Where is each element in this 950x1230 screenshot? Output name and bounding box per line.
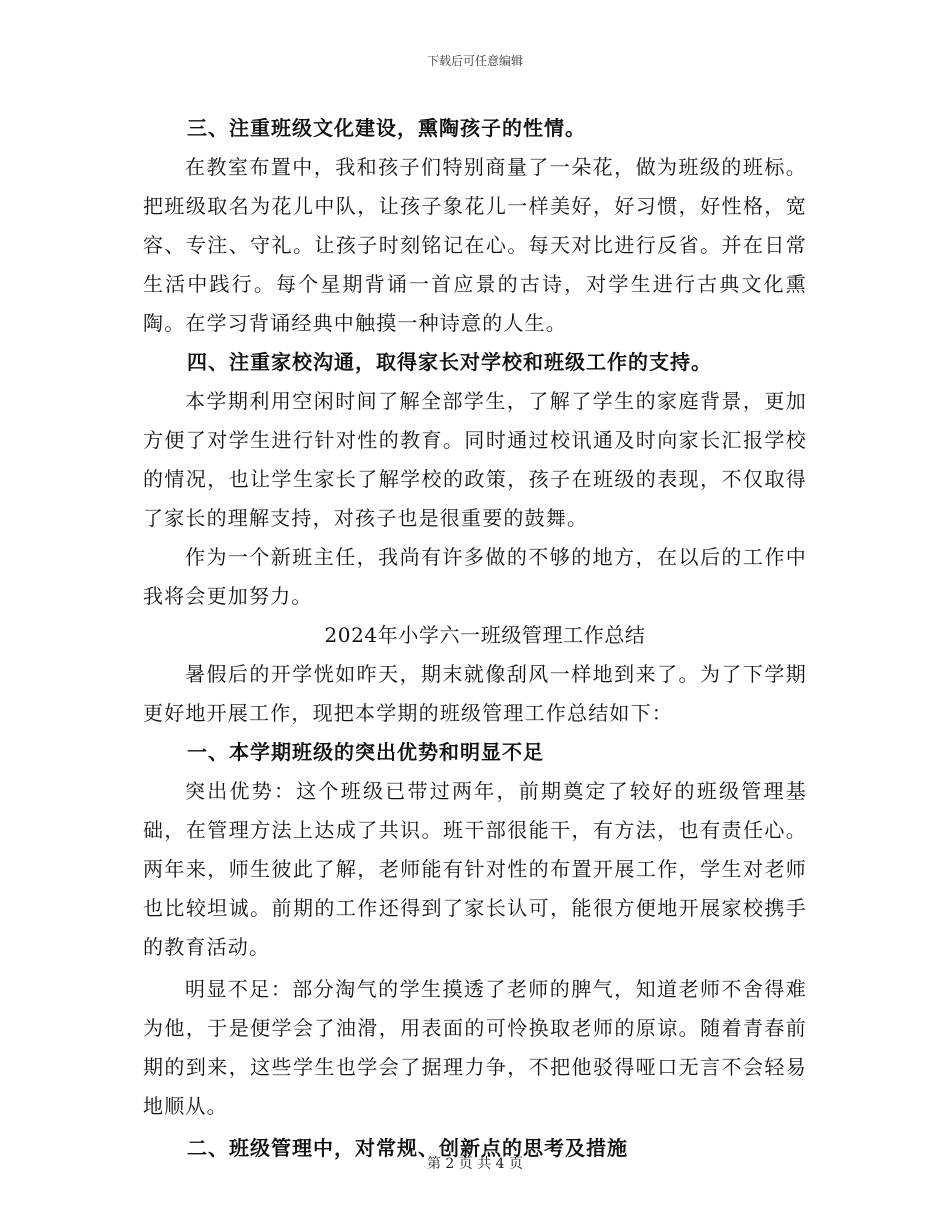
document-title: 2024年小学六一班级管理工作总结 [324, 623, 646, 647]
closing-paragraph: 作为一个新班主任，我尚有许多做的不够的地方，在以后的工作中我将会更加努力。 [143, 545, 807, 608]
section-1-heading: 一、本学期班级的突出优势和明显不足 [187, 740, 544, 764]
shortcomings-paragraph: 明显不足：部分淘气的学生摸透了老师的脾气，知道老师不舍得难为他，于是便学会了油滑，用表面的可怜换取老师的原谅。随着青春前期的到来，这些学生也学会了据理力争，不把他驳得哑口无言不会轻易地顺从。 [143, 977, 807, 1118]
section-3-paragraph: 在教室布置中，我和孩子们特别商量了一朵花，做为班级的班标。把班级取名为花儿中队，让孩子象花儿一样美好，好习惯，好性格，宽容、专注、守礼。让孩子时刻铭记在心。每天对比进行反省。并在日常生活中践行。每个星期背诵一首应景的古诗，对学生进行古典文化熏陶。在学习背诵经典中触摸一种诗意的人生。 [143, 155, 807, 335]
intro-paragraph: 暑假后的开学恍如昨天，期末就像刮风一样地到来了。为了下学期更好地开展工作，现把本学期的班级管理工作总结如下： [143, 662, 807, 725]
section-3-heading: 三、注重班级文化建设，熏陶孩子的性情。 [187, 116, 586, 140]
page-header: 下载后可任意编辑 [426, 54, 523, 68]
page-footer: 第 2 页 共 4 页 [426, 1156, 524, 1172]
section-4-heading: 四、注重家校沟通，取得家长对学校和班级工作的支持。 [187, 350, 712, 374]
advantages-paragraph: 突出优势：这个班级已带过两年，前期奠定了较好的班级管理基础，在管理方法上达成了共识。班干部很能干，有方法，也有责任心。两年来，师生彼此了解，老师能有针对性的布置开展工作，学生对老师也比较坦诚。前期的工作还得到了家长认可，能很方便地开展家校携手的教育活动。 [143, 779, 807, 959]
document-body [143, 109, 807, 1168]
section-2-heading: 二、班级管理中，对常规、创新点的思考及措施 [187, 1136, 628, 1160]
section-4-paragraph: 本学期利用空闲时间了解全部学生，了解了学生的家庭背景，更加方便了对学生进行针对性的教育。同时通过校讯通及时向家长汇报学校的情况，也让学生家长了解学校的政策，孩子在班级的表现，不仅取得了家长的理解支持，对孩子也是很重要的鼓舞。 [143, 389, 807, 530]
